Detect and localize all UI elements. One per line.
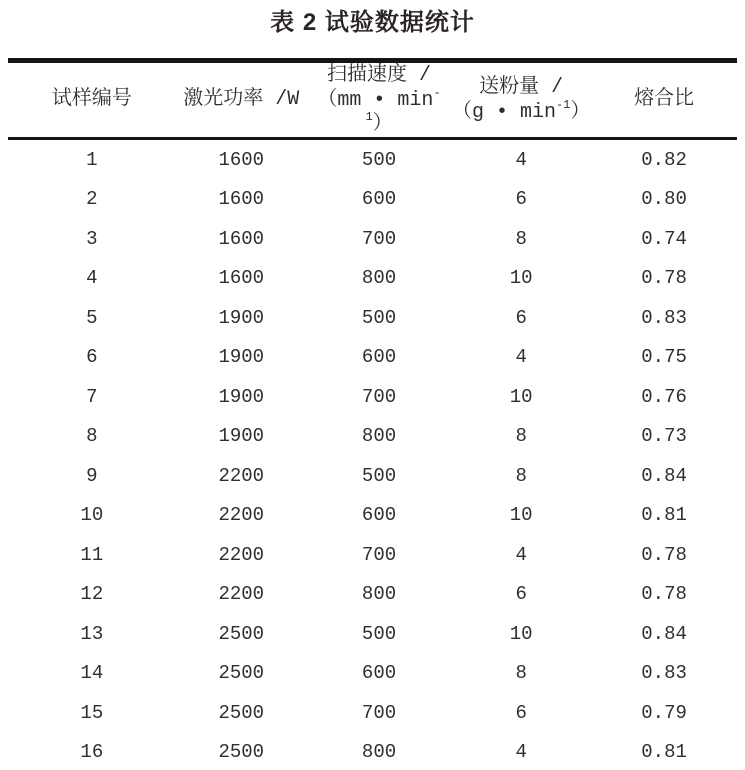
table-cell: 6	[515, 701, 527, 724]
table-cell: 0.78	[641, 583, 687, 606]
header-label: 激光功率 /W	[183, 88, 300, 111]
table-cell: 1600	[218, 267, 265, 290]
table-cell: 8	[515, 464, 527, 487]
table-row	[8, 377, 737, 417]
table-cell: 9	[86, 464, 98, 487]
table-cell: 7	[86, 385, 98, 408]
table-cell: 10	[509, 267, 533, 290]
table-body	[8, 139, 737, 770]
table-row	[8, 417, 737, 457]
table-row	[8, 180, 737, 220]
table-cell: 1600	[218, 188, 265, 211]
header-label: 试样编号	[51, 88, 132, 111]
table-cell: 0.80	[641, 188, 687, 211]
unit-text: ）	[570, 101, 591, 124]
column-header-laser-power	[176, 61, 307, 139]
table-cell: 600	[361, 662, 397, 685]
column-header-sample-no	[8, 61, 176, 139]
header-unit	[451, 98, 591, 125]
table-cell: 700	[361, 227, 397, 250]
table-cell: 0.83	[641, 306, 687, 329]
table-cell: 2200	[218, 583, 265, 606]
unit-text: （g • min	[451, 101, 556, 124]
table-cell: 1900	[218, 346, 265, 369]
table-cell: 0.81	[641, 504, 687, 527]
column-header-scan-speed	[307, 61, 451, 139]
unit-superscript: -1	[555, 98, 571, 113]
table-cell: 4	[515, 346, 527, 369]
table-cell: 2500	[218, 741, 265, 764]
header-label: 扫描速度 /	[327, 64, 432, 87]
table-cell: 6	[86, 346, 98, 369]
table-cell: 0.78	[641, 543, 687, 566]
unit-text: ）	[372, 113, 393, 136]
table-cell: 500	[361, 306, 397, 329]
table-row	[8, 456, 737, 496]
table-cell: 5	[86, 306, 98, 329]
table-cell: 8	[515, 425, 527, 448]
table-cell: 1900	[218, 385, 265, 408]
header-label: 熔合比	[634, 88, 695, 111]
table-row	[8, 219, 737, 259]
table-cell: 0.73	[641, 425, 687, 448]
table-cell: 4	[515, 543, 527, 566]
table-cell: 800	[361, 741, 397, 764]
table-cell: 8	[86, 425, 98, 448]
table-cell: 700	[361, 701, 397, 724]
table-row	[8, 575, 737, 615]
table-cell: 0.75	[641, 346, 687, 369]
table-title: 表 2 试验数据统计	[270, 9, 475, 36]
table-cell: 0.83	[641, 662, 687, 685]
table-cell: 800	[361, 425, 397, 448]
table-cell: 10	[80, 504, 104, 527]
table-cell: 6	[515, 188, 527, 211]
table-row	[8, 259, 737, 299]
table-cell: 12	[80, 583, 104, 606]
header-unit	[307, 86, 451, 137]
table-row	[8, 298, 737, 338]
table-cell: 2500	[218, 701, 265, 724]
table-row	[8, 338, 737, 378]
table-cell: 2200	[218, 504, 265, 527]
table-cell: 10	[509, 504, 533, 527]
experiment-data-table	[8, 58, 737, 770]
table-cell: 600	[361, 504, 397, 527]
table-cell: 1600	[218, 148, 265, 171]
table-cell: 6	[515, 583, 527, 606]
table-cell: 4	[515, 148, 527, 171]
table-cell: 0.76	[641, 385, 687, 408]
table-cell: 8	[515, 662, 527, 685]
table-cell: 0.84	[641, 464, 687, 487]
table-cell: 500	[361, 464, 397, 487]
table-cell: 800	[361, 583, 397, 606]
table-row	[8, 535, 737, 575]
column-header-fusion-ratio	[591, 61, 737, 139]
table-cell: 700	[361, 543, 397, 566]
table-cell: 8	[515, 227, 527, 250]
table-cell: 1900	[218, 425, 265, 448]
table-row	[8, 496, 737, 536]
table-cell: 13	[80, 622, 104, 645]
table-cell: 500	[361, 148, 397, 171]
table-cell: 1600	[218, 227, 265, 250]
table-row	[8, 139, 737, 180]
unit-superscript: -1	[365, 86, 441, 125]
table-cell: 3	[86, 227, 98, 250]
table-cell: 2200	[218, 464, 265, 487]
table-row	[8, 614, 737, 654]
table-cell: 1	[86, 148, 98, 171]
table-cell: 10	[509, 622, 533, 645]
table-row	[8, 654, 737, 694]
table-cell: 2200	[218, 543, 265, 566]
table-cell: 700	[361, 385, 397, 408]
table-cell: 2	[86, 188, 98, 211]
table-cell: 600	[361, 346, 397, 369]
table-cell: 0.82	[641, 148, 687, 171]
table-cell: 15	[80, 701, 104, 724]
table-header	[8, 61, 737, 139]
table-cell: 16	[80, 741, 104, 764]
unit-text: （mm • min	[317, 89, 434, 112]
table-cell: 0.78	[641, 267, 687, 290]
table-row	[8, 733, 737, 770]
table-cell: 800	[361, 267, 397, 290]
table-cell: 4	[515, 741, 527, 764]
table-row	[8, 693, 737, 733]
table-cell: 2500	[218, 662, 265, 685]
table-cell: 4	[86, 267, 98, 290]
table-cell: 10	[509, 385, 533, 408]
table-header-row	[8, 61, 737, 139]
table-cell: 6	[515, 306, 527, 329]
header-label: 送粉量 /	[479, 76, 564, 99]
table-cell: 0.81	[641, 741, 687, 764]
table-cell: 0.84	[641, 622, 687, 645]
table-cell: 600	[361, 188, 397, 211]
column-header-powder-feed	[451, 61, 591, 139]
table-cell: 0.74	[641, 227, 687, 250]
table-cell: 500	[361, 622, 397, 645]
table-cell: 2500	[218, 622, 265, 645]
table-cell: 1900	[218, 306, 265, 329]
table-cell: 11	[80, 543, 104, 566]
table-cell: 0.79	[641, 701, 687, 724]
table-cell: 14	[80, 662, 104, 685]
